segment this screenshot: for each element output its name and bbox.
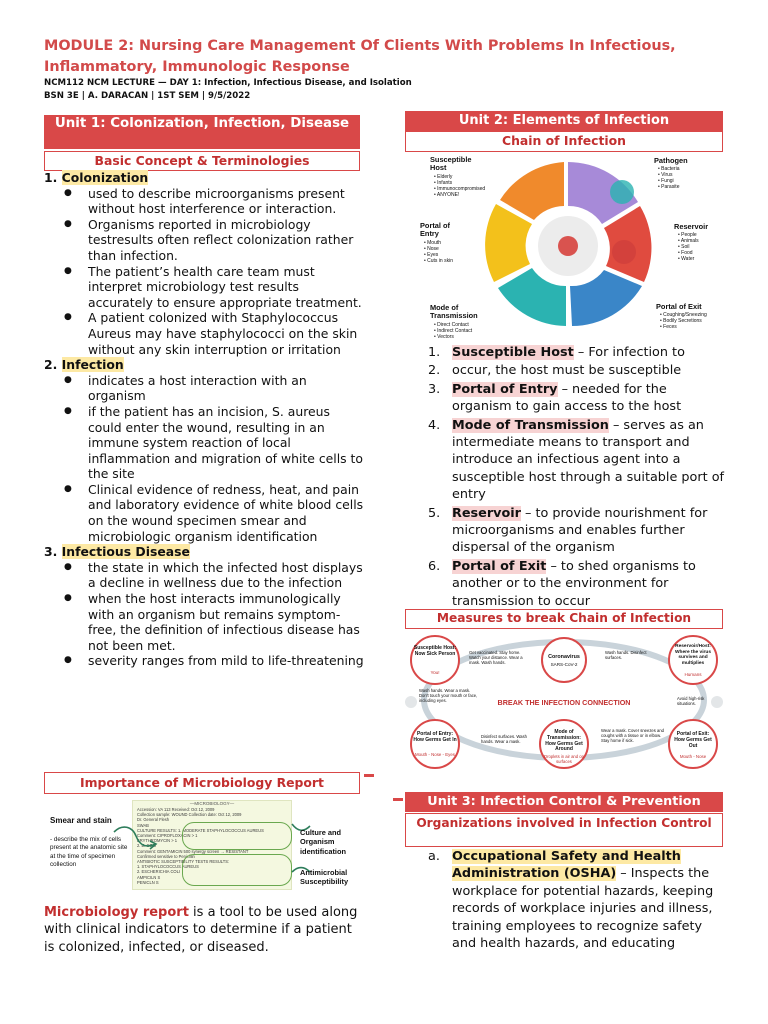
node-entry: Portal of Entry: How Germs Get In <box>413 731 457 743</box>
chain-label-pathogen: Pathogen <box>654 156 688 165</box>
arrow-icon <box>110 822 160 858</box>
element-term: Reservoir <box>452 505 521 521</box>
osha-text: – Inspects the workplace for potential hazards, keeping records of workplace injuries and illness, training employees to recognize safety and health hazards, and educating <box>452 866 714 952</box>
disease-bullets <box>44 560 364 669</box>
chain-items-transmission <box>434 322 472 340</box>
measure-note: Wear a mask. Cover sneezes and coughs with a tissue or in elbow. Stay home if sick. <box>601 728 664 743</box>
item-number: 4. <box>428 417 441 433</box>
measure-note: Wash hands. Disinfect surfaces. <box>605 650 647 660</box>
measures-title: Measures to break Chain of Infection <box>405 609 723 629</box>
module-title: MODULE 2: Nursing Care Management Of Clients With Problems In Infectious, Inflammatory, Immunologic Response <box>44 38 676 75</box>
bullet: ● indicates a host interaction with an organism <box>44 373 364 404</box>
smear-desc: - describe the mix of cells present at the anatomic site at the time of specimen collection <box>50 836 128 869</box>
chain-label-host: Susceptible Host <box>430 155 472 172</box>
chain-item: • People <box>678 232 697 238</box>
chain-item: • Mouth <box>424 240 442 246</box>
chain-items-exit <box>660 312 707 330</box>
element-text: – to provide nourishment for microorganisms and enables further dispersal of the organism <box>452 505 708 556</box>
bullet: ● if the patient has an incision, S. aureus could enter the wound, resulting in an immune system reaction of local inflammation and migration of white cells to the site <box>44 404 364 482</box>
bullet: ● Clinical evidence of redness, heat, and pain and laboratory evidence of white blood cells on the wound specimen smear and microbiologic organism identification <box>44 482 364 544</box>
report-line: CULTURE RESULTS: 1. MODERATE STAPHYLOCOCCUS AUREUS <box>137 827 264 833</box>
chain-item: • Fungi <box>658 178 674 184</box>
node-reservoir-sub: Humans <box>684 672 702 677</box>
node-host: Susceptible Host: Now Sick Person <box>413 645 457 657</box>
chain-item: • Feces <box>660 324 677 330</box>
node-entry-sub: Mouth - Nose - Eyes <box>414 752 456 757</box>
report-line: SWAB <box>137 822 149 828</box>
report-line: ERYTHROMYCIN > 1 <box>137 838 178 844</box>
term-infectious-disease <box>44 544 364 560</box>
measure-note: Wash hands. Wear a mask. Don't touch your mouth or face, including eyes. <box>419 688 478 703</box>
report-line: ANTIBIOTIC SUSCEPTIBILITY TESTS RESULTS: <box>137 859 230 865</box>
chain-item: • Elderly <box>434 174 453 180</box>
report-line: Confirmed sensitive to Penicillin <box>137 853 195 859</box>
chain-items-entry <box>424 240 453 264</box>
unit1-content <box>44 170 364 669</box>
elements-list <box>428 344 728 611</box>
chain-item: • Bacteria <box>658 166 680 172</box>
lecture-line: NCM112 NCM LECTURE — DAY 1: Infection, Infectious Disease, and Isolation <box>44 78 412 88</box>
element-item <box>428 505 728 557</box>
report-header: —MICROBIOLOGY— <box>189 801 235 806</box>
chain-items-reservoir <box>678 232 699 262</box>
measure-note: Avoid high-risk situations. <box>677 696 705 706</box>
chain-item: • Bodily Secretions <box>660 318 702 324</box>
chain-items-pathogen <box>658 166 679 190</box>
susceptibility-label: Antimicrobial Susceptibility <box>300 868 349 887</box>
chain-label-exit: Portal of Exit <box>656 302 702 311</box>
term-number: 1. <box>44 170 58 185</box>
culture-label: Culture and Organism identification <box>300 828 346 856</box>
node-virus: Coronavirus <box>548 654 580 660</box>
bullet: ● used to describe microorganisms present without host interference or interaction. <box>44 186 364 217</box>
chain-item: • Coughing/Sneezing <box>660 312 707 318</box>
bullet: ● the state in which the infected host displays a decline in wellness due to the infection <box>44 560 364 591</box>
micro-report-title: Importance of Microbiology Report <box>44 772 360 794</box>
report-line: Dr. General Flesh <box>137 817 170 823</box>
chain-item: • Food <box>678 250 693 256</box>
element-item <box>428 362 728 379</box>
bullet: ● The patient’s health care team must interpret microbiology test results accurately to ensure appropriate treatment. <box>44 264 364 311</box>
report-line: Accession: VA 113 Received: Oct 12, 2009 <box>137 807 215 812</box>
colonization-bullets <box>44 186 364 358</box>
measure-note: Disinfect surfaces. Wash hands. Wear a mask. <box>481 734 527 744</box>
report-line: 2. E. COLI <box>137 843 157 849</box>
chain-item: • Infants <box>434 180 453 186</box>
micro-desc: is a tool to be used along with clinical indicators to determine if a patient is colonized, infected, or diseased. <box>44 905 358 955</box>
item-number: 1. <box>428 345 441 360</box>
term-number: 3. <box>44 544 58 560</box>
microbiology-report-figure <box>50 798 360 892</box>
term-colonization <box>44 170 364 186</box>
infection-bullets <box>44 373 364 545</box>
element-text: – serves as an intermediate means to transport and introduce an infectious agent into a susceptible host through a suitable port of entry <box>452 417 725 503</box>
report-line: 1. STAPHYLOCOCCUS AUREUS <box>137 864 199 870</box>
element-text: – For infection to <box>573 345 685 360</box>
item-letter: a. <box>428 849 440 864</box>
chain-item: • Parasite <box>658 184 680 190</box>
report-line: Comment: CIPROFLOXACIN > 1 <box>137 833 198 839</box>
chain-item: • Direct Contact <box>434 322 469 328</box>
element-item <box>428 417 728 504</box>
element-text: – to shed organisms to another or to the environment for transmission to occur <box>452 558 696 609</box>
chain-of-infection-figure <box>412 152 724 342</box>
chain-item: • Immunocompromised <box>434 186 486 192</box>
smear-title: Smear and stain <box>50 816 112 825</box>
item-number: 6. <box>428 558 441 574</box>
term-label: Colonization <box>61 170 149 185</box>
bullet: ● when the host interacts immunologically with an organism but remains symptom-free, the definition of infectious disease has not been met. <box>44 591 364 653</box>
element-text: – needed for the organism to gain access to the host <box>452 381 682 415</box>
element-item <box>428 344 728 361</box>
unit3-subtitle: Organizations involved in Infection Control <box>405 813 723 847</box>
unit2-subtitle: Chain of Infection <box>405 131 723 152</box>
cut-mark <box>393 798 403 801</box>
node-exit: Portal of Exit: How Germs Get Out <box>674 731 712 749</box>
unit1-title: Unit 1: Colonization, Infection, Disease <box>44 115 360 149</box>
element-item <box>428 558 728 610</box>
report-line: Comment: GENTAMICIN 500 synergy screen → RESISTANT <box>137 848 249 854</box>
measure-note: Get vaccinated. Stay home. Watch your distance. Wear a mask. Wash hands. <box>469 650 523 665</box>
bullet: ● A patient colonized with Staphylococcus Aureus may have staphylococci on the skin without any skin interruption or irritation <box>44 310 364 357</box>
chain-item: • Cuts in skin <box>424 258 453 264</box>
chain-item: • Vectors <box>434 334 454 340</box>
chain-label-reservoir: Reservoir <box>674 222 709 231</box>
chain-item: • Nose <box>424 246 439 252</box>
element-term: Susceptible Host <box>452 345 574 360</box>
chain-item: • Water <box>678 256 695 262</box>
element-text: occur, the host must be susceptible <box>452 363 682 379</box>
node-transmission-sub: Droplets in air and on surfaces <box>544 754 584 764</box>
node-reservoir: Reservoir/Host: Where the virus survives and multiplies <box>675 644 711 666</box>
culture-highlight <box>182 822 292 850</box>
break-chain-figure <box>405 630 723 770</box>
term-label: Infection <box>61 357 124 373</box>
node-transmission: Mode of Transmission: How Germs Get Around <box>545 729 583 753</box>
unit2-title: Unit 2: Elements of Infection <box>405 111 723 131</box>
item-number: 3. <box>428 381 441 397</box>
item-number: 5. <box>428 505 441 521</box>
term-infection <box>44 357 364 373</box>
chain-label-transmission: Mode of Transmission <box>430 303 478 320</box>
chain-item: • Virus <box>658 172 673 178</box>
author-line: BSN 3E | A. DARACAN | 1ST SEM | 9/5/2022 <box>44 91 251 101</box>
report-line: Collection sample: WOUND Collection date: Oct 12, 2009 <box>137 812 242 818</box>
item-number: 2. <box>428 363 441 379</box>
susceptibility-highlight <box>182 854 292 886</box>
chain-item: • Animals <box>678 238 699 244</box>
element-term: Portal of Exit <box>452 558 547 574</box>
report-line: AMPICILN S <box>137 874 161 880</box>
unit1-subtitle: Basic Concept & Terminologies <box>44 151 360 171</box>
bullet: ● Organisms reported in microbiology testresults often reflect colonization rather than infection. <box>44 217 364 264</box>
node-host-sub: You! <box>430 670 440 675</box>
osha-term: Occupational Safety and Health Administration (OSHA) <box>452 849 681 882</box>
cut-mark <box>364 774 374 777</box>
chain-item: • Indirect Contact <box>434 328 473 334</box>
osha-item <box>428 848 728 952</box>
node-virus-sub: SARS-CoV-2 <box>550 662 578 667</box>
report-line: 2. ESCHERICHIA COLI <box>137 869 180 875</box>
bullet: ● severity ranges from mild to life-threatening <box>44 653 364 669</box>
chain-item: • ANYONE! <box>434 192 460 198</box>
chain-items-host <box>434 174 485 198</box>
chain-item: • Eyes <box>424 252 439 258</box>
term-label: Infectious Disease <box>61 544 190 560</box>
element-term: Portal of Entry <box>452 381 558 397</box>
break-connection-label: BREAK THE INFECTION CONNECTION <box>497 698 631 707</box>
chain-item: • Soil <box>678 244 690 250</box>
element-term: Mode of Transmission <box>452 417 609 433</box>
node-exit-sub: Mouth - Nose <box>679 754 707 759</box>
element-item <box>428 381 728 416</box>
unit3-title: Unit 3: Infection Control & Prevention <box>405 792 723 812</box>
term-number: 2. <box>44 357 58 373</box>
micro-term: Microbiology report <box>44 905 189 920</box>
chain-label-entry: Portal of Entry <box>420 221 450 238</box>
report-line: PENICLN S <box>137 879 159 885</box>
micro-paragraph <box>44 904 360 956</box>
